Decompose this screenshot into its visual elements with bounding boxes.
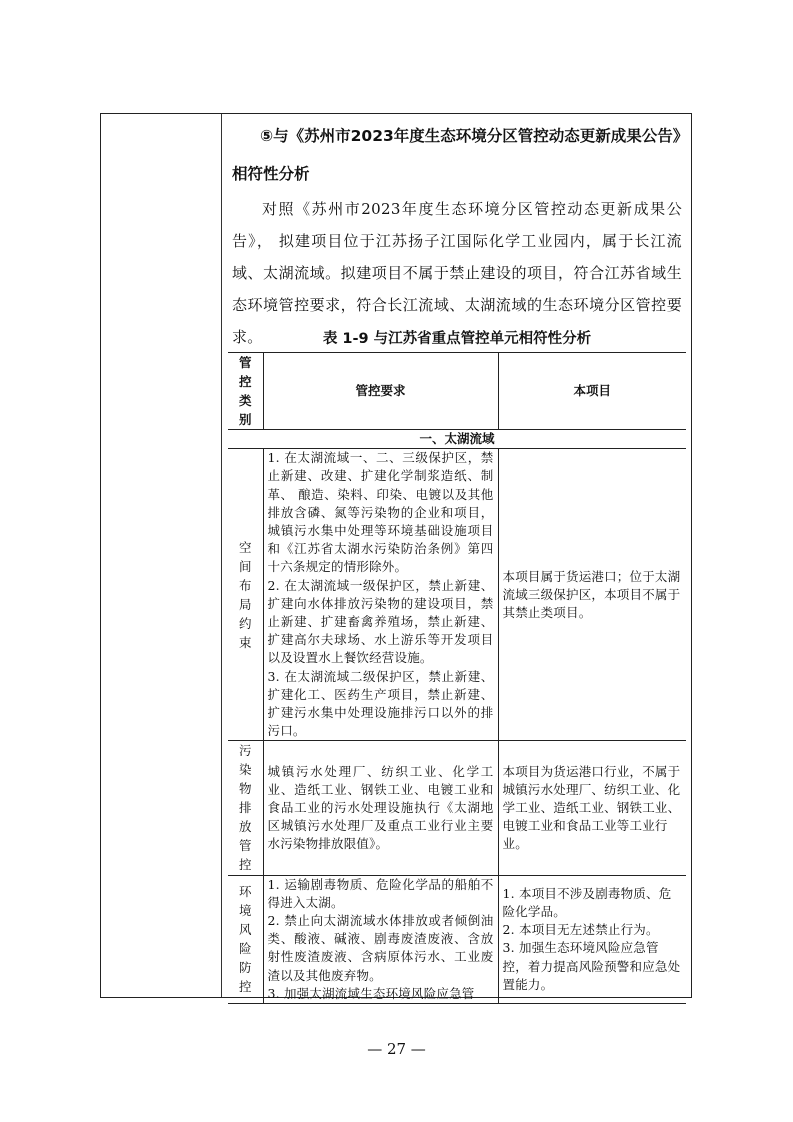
table-row <box>228 741 686 875</box>
table-section-row <box>228 430 686 449</box>
row-category-label: 污染物排放管控 <box>238 743 252 873</box>
requirement-item: 3. 在太湖流域二级保护区，禁止新建、扩建化工、医药生产项目，禁止新建、扩建污水集中处理设施排污口以外的排污口。 <box>267 668 494 739</box>
requirement-item: 3. 加强太湖流域生态环境风险应急管 <box>267 985 475 1001</box>
frame-content-column <box>222 114 691 1001</box>
requirement-item: 城镇污水处理厂、纺织工业、化学工业、造纸工业、钢铁工业、电镀工业和食品工业的污水处理设施执行《太湖地区城镇污水处理厂及重点工业行业主要水污染物排放限值》。 <box>267 763 494 852</box>
page-number: — 27 — <box>367 1040 426 1058</box>
row-requirement <box>263 741 498 875</box>
requirement-item: 1. 在太湖流域一、二、三级保护区，禁止新建、改建、扩建化学制浆造纸、制革、 酿造、染料、印染、电镀以及其他排放含磷、氮等污染物的企业和项目，城镇污水集中处理等环境基础设施项目和《江苏省太湖水污染防治条例》第四十六条规定的情形除外。 <box>267 450 494 575</box>
project-item: 2. 本项目无左述禁止行为。 <box>502 922 659 938</box>
table-row <box>228 449 686 741</box>
header-category <box>228 353 263 430</box>
row-category-label: 空间布局约束 <box>238 539 252 650</box>
frame-left-column <box>101 114 222 997</box>
section-heading-line2: 相符性分析 <box>232 165 310 183</box>
section-paragraph: 对照《苏州市2023年度生态环境分区管控动态更新成果公告》， 拟建项目位于江苏扬子江国际化学工业园内，属于长江流域、太湖流域。拟建项目不属于禁止建设的项目，符合江苏省域生态环境管控要求，符合长江流域、太湖流域的生态环境分区管控要求。 <box>232 200 682 346</box>
header-project: 本项目 <box>498 353 686 430</box>
header-requirement: 管控要求 <box>263 353 498 430</box>
project-item: 本项目属于货运港口；位于太湖流域三级保护区，本项目不属于其禁止类项目。 <box>502 568 681 620</box>
row-category-label: 环境风险防控 <box>238 884 252 995</box>
section-title: 一、太湖流域 <box>228 430 686 449</box>
row-requirement <box>263 875 498 1003</box>
compliance-table <box>228 352 686 1004</box>
table-body <box>228 449 686 1004</box>
document-frame <box>100 113 692 1001</box>
row-category <box>228 875 263 1003</box>
row-project <box>498 741 686 875</box>
table-caption: 表 1-9 与江苏省重点管控单元相符性分析 <box>322 331 592 347</box>
table-header-row <box>228 353 686 430</box>
row-category <box>228 741 263 875</box>
table-row <box>228 875 686 1003</box>
requirement-item: 2. 禁止向太湖流域水体排放或者倾倒油类、酸液、碱液、剧毒废渣废液、含放射性废渣废液、含病原体污水、工业废渣以及其他废弃物。 <box>267 913 494 983</box>
section-heading-line1: ⑤与《苏州市2023年度生态环境分区管控动态更新成果公告》 <box>260 127 689 145</box>
project-item: 本项目为货运港口行业，不属于城镇污水处理厂、纺织工业、化学工业、造纸工业、钢铁工业、电镀工业和食品工业等工业行业。 <box>502 763 681 852</box>
requirement-item: 1. 运输剧毒物质、危险化学品的船舶不得进入太湖。 <box>267 876 494 910</box>
section-heading <box>232 117 689 193</box>
requirement-item: 2. 在太湖流域一级保护区，禁止新建、扩建向水体排放污染物的建设项目，禁止新建、扩建畜禽养殖场，禁止新建、扩建高尔夫球场、水上游乐等开发项目以及设置水上餐饮经营设施。 <box>267 577 494 666</box>
row-project <box>498 875 686 1003</box>
header-category-label: 管控类别 <box>238 355 252 427</box>
row-requirement <box>263 449 498 741</box>
row-category <box>228 449 263 741</box>
project-item: 3. 加强生态环境风险应急管控，着力提高风险预警和应急处置能力。 <box>502 940 681 992</box>
row-project <box>498 449 686 741</box>
project-item: 1. 本项目不涉及剧毒物质、危险化学品。 <box>502 885 672 919</box>
